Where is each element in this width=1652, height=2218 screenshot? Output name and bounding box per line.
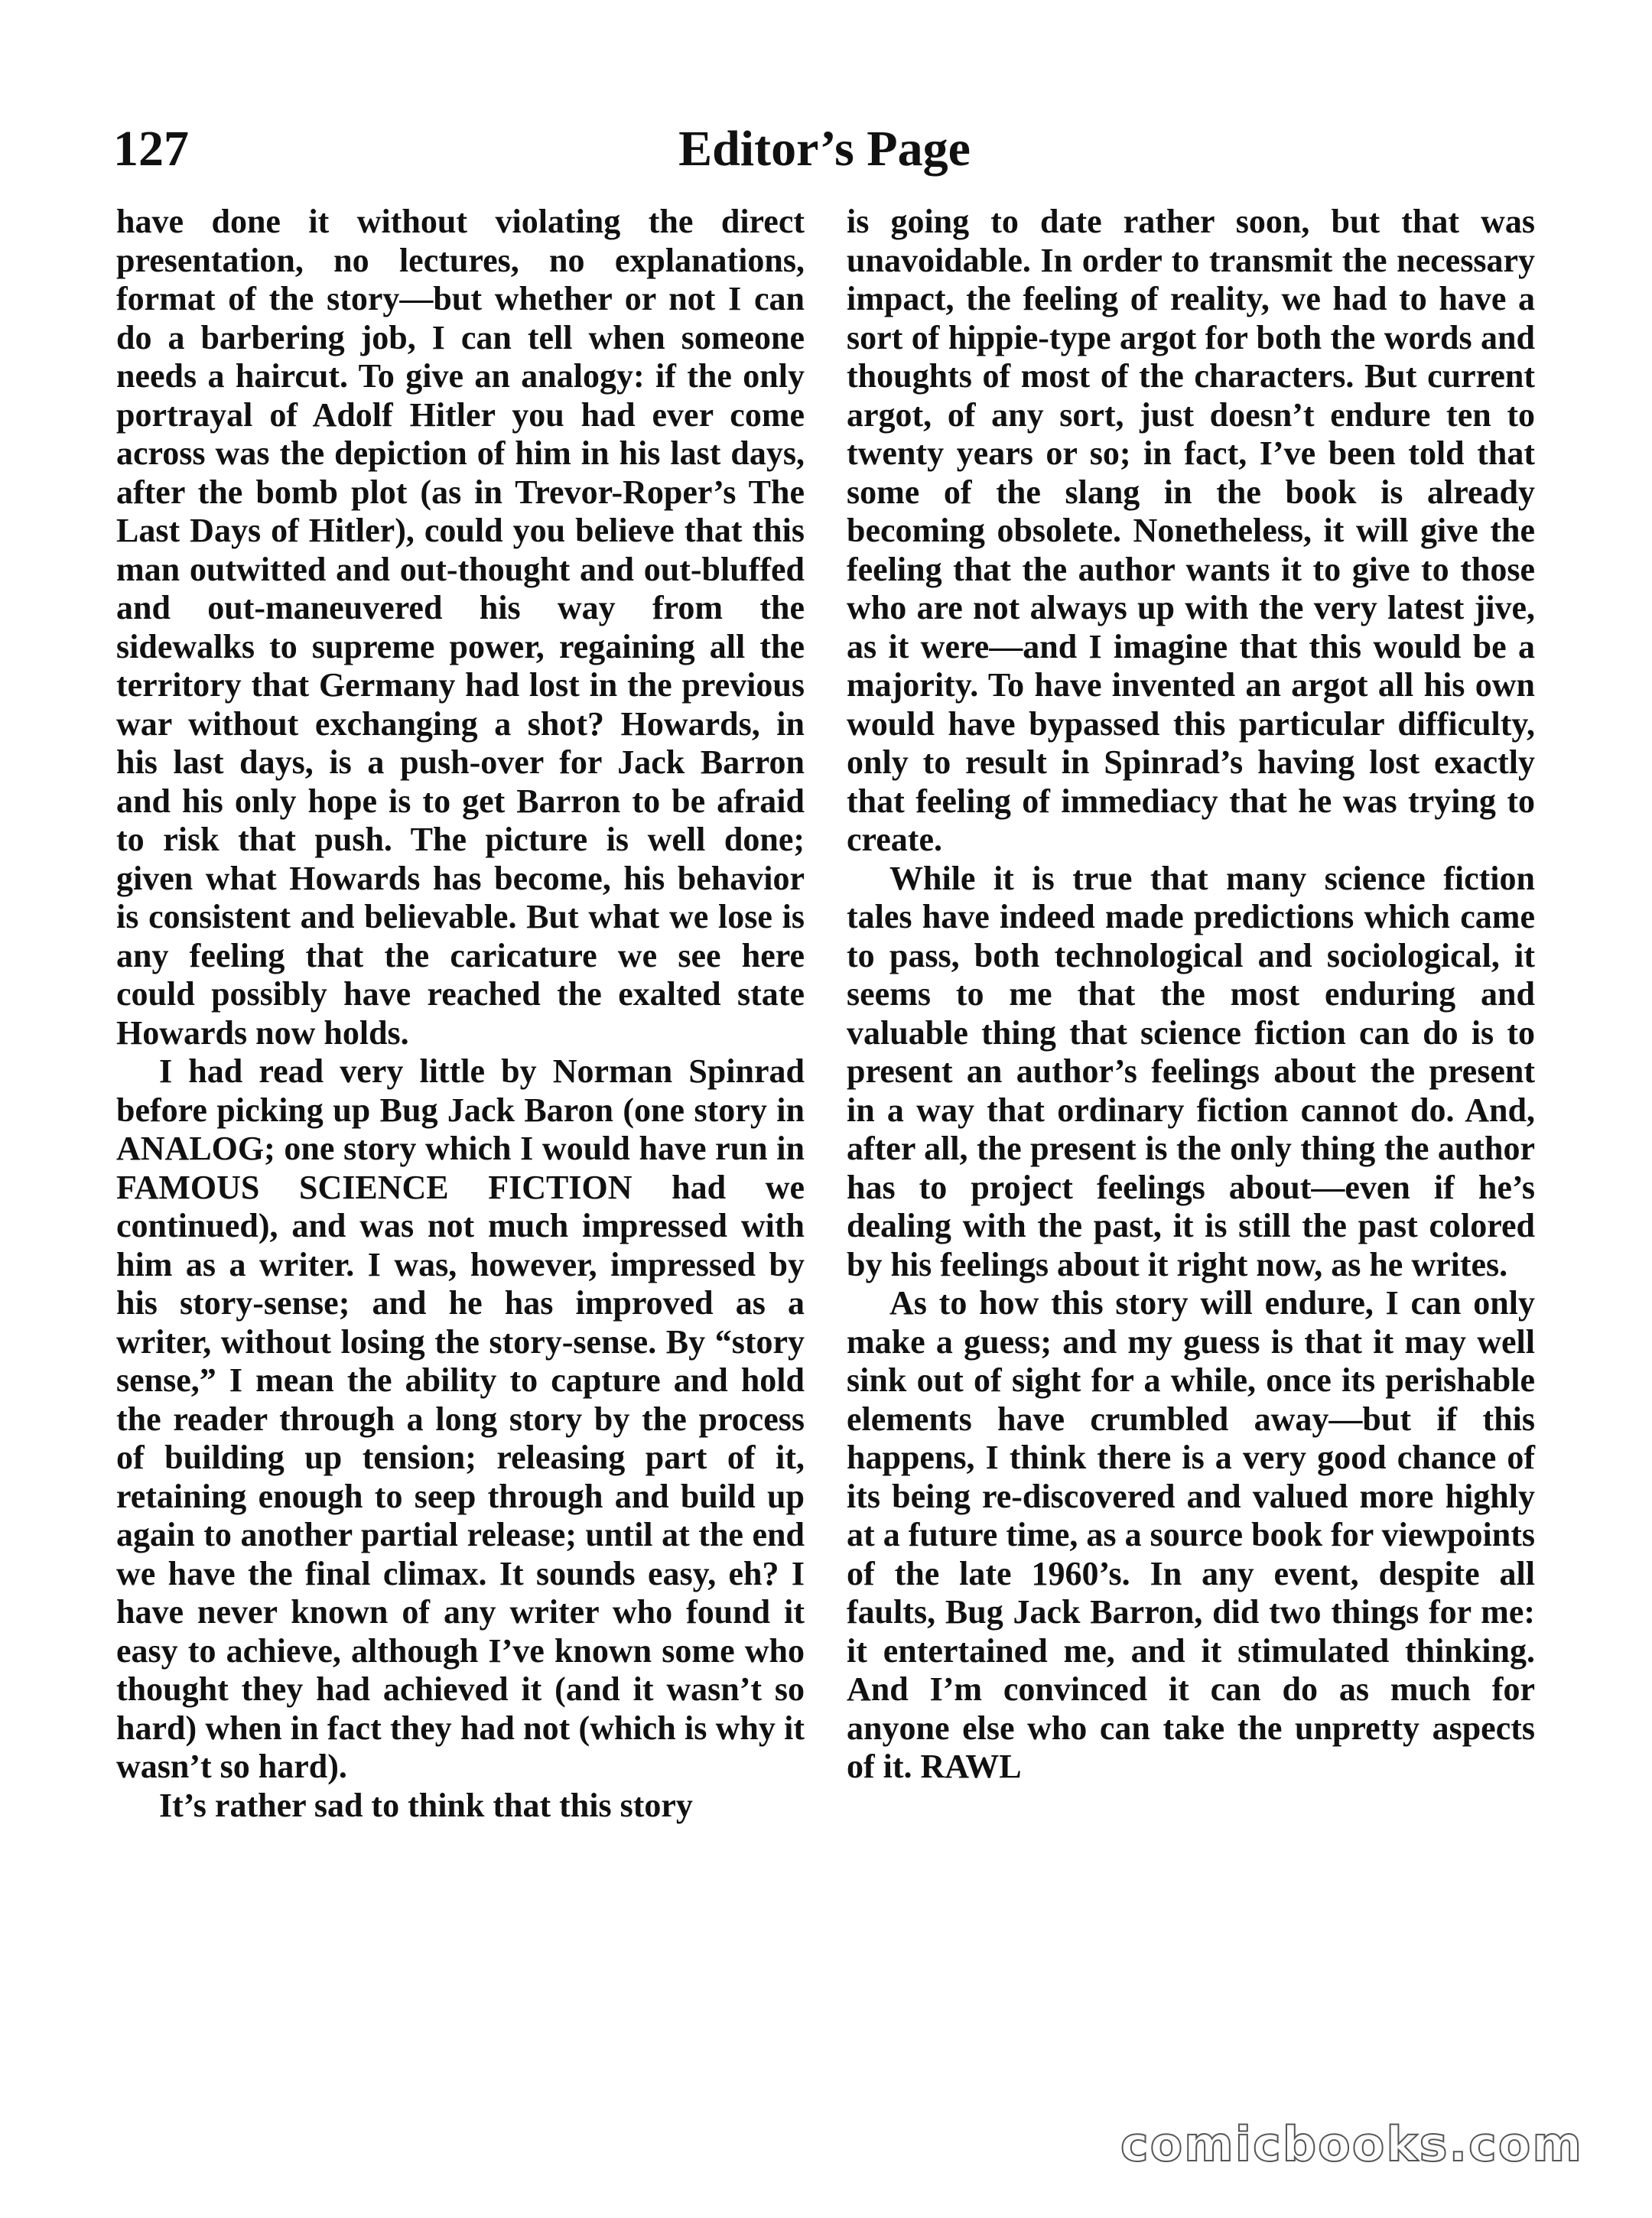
paragraph: As to how this story will endure, I can only make a guess; and my guess is that it may well sink out of sight for a while, once its perishable elements have crumbled away—but if this happens, I think there is a very good chance of its being re-discovered and valued more highly at a future time, as a source book for viewpoints of the late 1960’s. In any event, despite all faults, Bug Jack Barron, did two things for me: it entertained me, and it stimulated thinking. And I’m convinced it can do as much for anyone else who can take the unpretty aspects of it. RAWL: [847, 1284, 1535, 1785]
paragraph: While it is true that many science fiction tales have indeed made predictions which came to pass, both technological and sociological, it seems to me that the most enduring and valuable thing that science fiction can do is to present an author’s feelings about the present in a way that ordinary fiction cannot do. And, after all, the present is the only thing the author has to project feelings about—even if he’s dealing with the past, it is still the past colored by his feelings about it right now, as he writes.: [847, 859, 1535, 1283]
page-header: [113, 115, 1536, 184]
left-column: [116, 203, 805, 1825]
paragraph: I had read very little by Norman Spinrad before picking up Bug Jack Baron (one story in ANALOG; one story which I would have run in FAMOUS SCIENCE FICTION had we continued), and was not much impressed with him as a writer. I was, however, impressed by his story-sense; and he has improved as a writer, without losing the story-sense. By “story sense,” I mean the ability to capture and hold the reader through a long story by the process of building up tension; releasing part of it, retaining enough to seep through and build up again to another partial release; until at the end we have the final climax. It sounds easy, eh? I have never known of any writer who found it easy to achieve, although I’ve known some who thought they had achieved it (and it wasn’t so hard) when in fact they had not (which is why it wasn’t so hard).: [116, 1052, 805, 1785]
article-body: [116, 203, 1543, 2107]
page-title: Editor’s Page: [678, 121, 971, 177]
watermark: comicbooks.com: [1120, 2116, 1583, 2172]
page-number: 127: [113, 121, 189, 177]
right-column: [847, 203, 1535, 1787]
paragraph: have done it without violating the direct presentation, no lectures, no explanations, format of the story—but whether or not I can do a barbering job, I can tell when someone needs a haircut. To give an analogy: if the only portrayal of Adolf Hitler you had ever come across was the depiction of him in his last days, after the bomb plot (as in Trevor-Roper’s The Last Days of Hitler), could you believe that this man outwitted and out-thought and out-bluffed and out-maneuvered his way from the sidewalks to supreme power, regaining all the territory that Germany had lost in the previous war without exchanging a shot? Howards, in his last days, is a push-over for Jack Barron and his only hope is to get Barron to be afraid to risk that push. The picture is well done; given what Howards has become, his behavior is consistent and believable. But what we lose is any feeling that the caricature we see here could possibly have reached the exalted state Howards now holds.: [116, 203, 805, 1052]
paragraph: is going to date rather soon, but that was unavoidable. In order to transmit the necessary impact, the feeling of reality, we had to have a sort of hippie-type argot for both the words and thoughts of most of the characters. But current argot, of any sort, just doesn’t endure ten to twenty years or so; in fact, I’ve been told that some of the slang in the book is already becoming obsolete. Nonetheless, it will give the feeling that the author wants it to give to those who are not always up with the very latest jive, as it were—and I imagine that this would be a majority. To have invented an argot all his own would have bypassed this particular difficulty, only to result in Spinrad’s having lost exactly that feeling of immediacy that he was trying to create.: [847, 203, 1535, 858]
paragraph: It’s rather sad to think that this story: [159, 1786, 693, 1824]
